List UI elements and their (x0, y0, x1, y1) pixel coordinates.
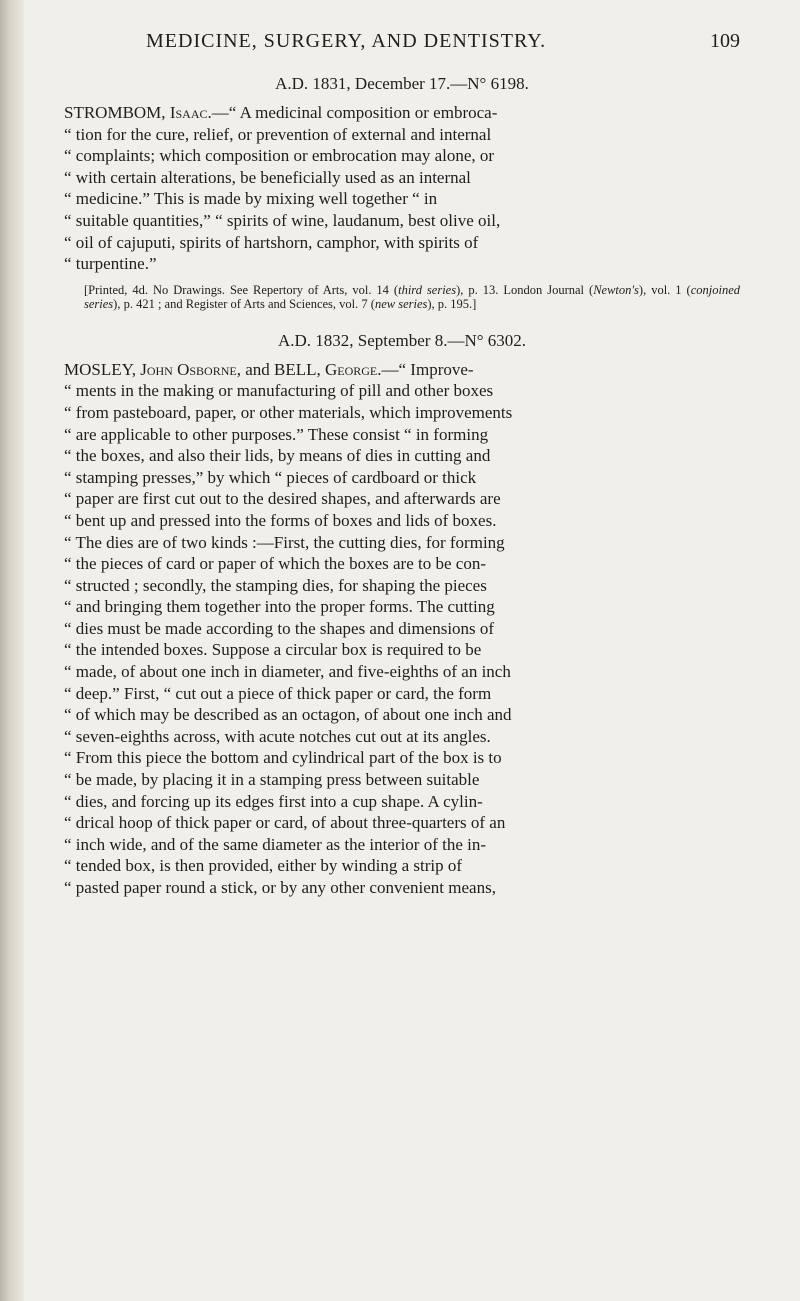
patent-entry (64, 331, 740, 899)
entry-line: “ From this piece the bottom and cylindrical part of the box is to (64, 748, 502, 768)
entry-line: “ paper are first cut out to the desired shapes, and afterwards are (64, 489, 501, 509)
entry-line: STROMBOM, Isaac.—“ A medicinal composition or embroca- (64, 103, 498, 122)
entry-line: “ oil of cajuputi, spirits of hartshorn, camphor, with spirits of (64, 232, 479, 252)
entry-line: “ the intended boxes. Suppose a circular box is required to be (64, 640, 482, 660)
entry-line: “ tion for the cure, relief, or prevention of external and internal (64, 124, 492, 144)
entry-line: “ deep.” First, “ cut out a piece of thick paper or card, the form (64, 683, 492, 703)
entry-line: “ turpentine.” (64, 254, 157, 274)
book-spine-shadow (0, 0, 24, 1301)
entry-line: “ suitable quantities,” “ spirits of wine, laudanum, best olive oil, (64, 210, 501, 230)
entry-line: “ with certain alterations, be beneficially used as an internal (64, 167, 471, 187)
patentee-surname: MOSLEY, (64, 359, 136, 379)
entry-body (64, 102, 740, 275)
entry-line: “ inch wide, and of the same diameter as the interior of the in- (64, 834, 487, 854)
entry-line: MOSLEY, John Osborne, and BELL, George.—“ Improve- (64, 359, 474, 379)
entry-line: “ medicine.” This is made by mixing well together “ in (64, 189, 438, 209)
entry-line: “ made, of about one inch in diameter, and five-eighths of an inch (64, 662, 511, 682)
entry-line: “ pasted paper round a stick, or by any other convenient means, (64, 878, 496, 897)
page-number: 109 (710, 30, 740, 52)
entry-line: “ stamping presses,” by which “ pieces of cardboard or thick (64, 467, 477, 487)
entry-line: “ be made, by placing it in a stamping press between suitable (64, 770, 480, 790)
entry-line: “ bent up and pressed into the forms of boxes and lids of boxes. (64, 510, 497, 530)
patentee-surname: BELL, (273, 359, 321, 379)
patentee-forename: John Osborne, (140, 359, 241, 379)
entry-line: “ are applicable to other purposes.” These consist “ in forming (64, 424, 489, 444)
entry-date-line: A.D. 1832, September 8.—N° 6302. (277, 330, 527, 350)
page (64, 30, 740, 899)
entry-line: “ the pieces of card or paper of which the boxes are to be con- (64, 554, 486, 574)
entry-date-line: A.D. 1831, December 17.—N° 6198. (275, 74, 529, 93)
entry-line: “ dies must be made according to the shapes and dimensions of (64, 618, 495, 638)
patentee-forename: George. (324, 359, 382, 379)
running-title: MEDICINE, SURGERY, AND DENTISTRY. (146, 30, 547, 52)
entry-line: “ The dies are of two kinds :—First, the cutting dies, for forming (64, 532, 505, 552)
entry-line: “ dies, and forcing up its edges first into a cup shape. A cylin- (64, 791, 483, 811)
entry-line: “ and bringing them together into the proper forms. The cutting (64, 597, 495, 617)
entry-line: “ of which may be described as an octagon, of about one inch and (64, 705, 512, 725)
patentee-forename: Isaac. (169, 103, 212, 122)
entry-reference-note: [Printed, 4d. No Drawings. See Repertory of Arts, vol. 14 (third series), p. 13. London Journal (Newton's), vol. 1 (conjoined series), p. 421 ; and Register of Arts and Sciences, vol. 7 (new series), p. 195.] (84, 282, 740, 311)
entry-line: “ drical hoop of thick paper or card, of about three-quarters of an (64, 813, 506, 833)
entry-body (64, 359, 740, 899)
entry-line: “ structed ; secondly, the stamping dies, for shaping the pieces (64, 575, 487, 595)
entry-line: “ complaints; which composition or embrocation may alone, or (64, 146, 495, 166)
page-header (64, 30, 740, 64)
entry-line: “ the boxes, and also their lids, by means of dies in cutting and (64, 446, 491, 466)
entry-line: “ tended box, is then provided, either by winding a strip of (64, 856, 462, 876)
entry-line: “ seven-eighths across, with acute notches cut out at its angles. (64, 726, 491, 746)
patent-entry (64, 74, 740, 311)
patentee-surname: STROMBOM, (64, 103, 166, 122)
entry-line: “ ments in the making or manufacturing of pill and other boxes (64, 381, 494, 401)
entry-line: “ from pasteboard, paper, or other materials, which improvements (64, 402, 513, 422)
